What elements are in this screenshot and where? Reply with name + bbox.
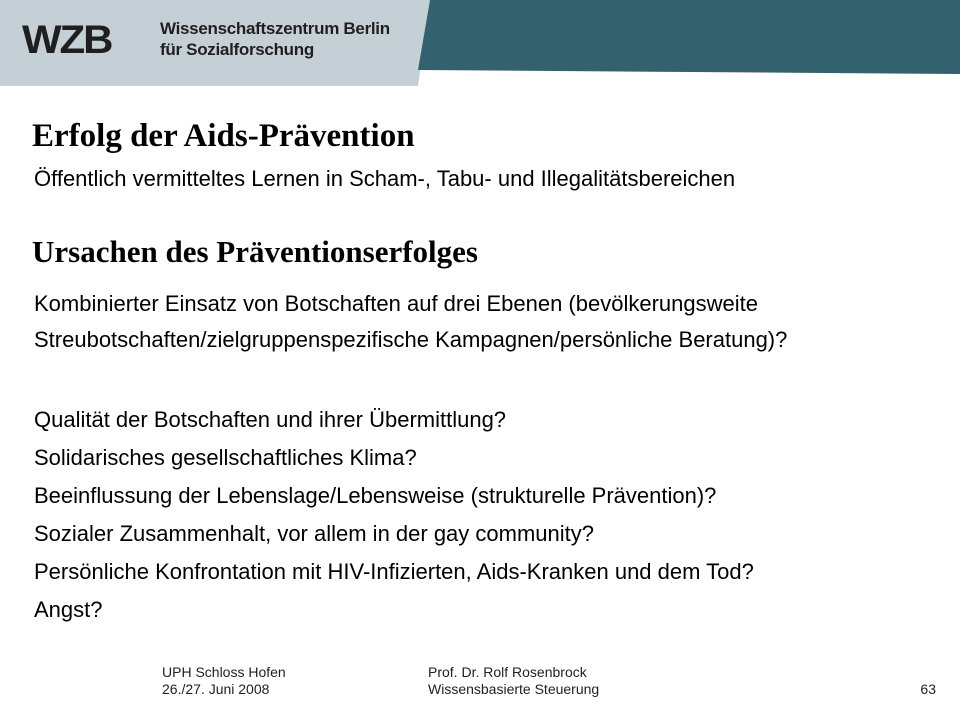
list-item: Solidarisches gesellschaftliches Klima? <box>34 445 417 470</box>
footer-date: 26./27. Juni 2008 <box>162 681 270 697</box>
slide-subtitle: Öffentlich vermitteltes Lernen in Scham-, Tabu- und Illegalitätsbereichen <box>34 166 736 191</box>
header-banner <box>0 0 960 86</box>
footer-author-topic <box>428 664 599 698</box>
list-item: Beeinflussung der Lebenslage/Lebensweise (strukturelle Prävention)? <box>34 483 717 508</box>
footer-author: Prof. Dr. Rolf Rosenbrock <box>428 664 587 680</box>
wzb-logo: WZB <box>22 18 112 62</box>
section-paragraph: Kombinierter Einsatz von Botschaften auf drei Ebenen (bevölkerungsweite Streubotschaften/zielgruppenspezifische Kampagnen/persönliche Beratung)? <box>34 291 788 352</box>
list-item: Qualität der Botschaften und ihrer Übermittlung? <box>34 407 507 432</box>
footer-venue: UPH Schloss Hofen <box>162 664 286 680</box>
organization-name-line1: Wissenschaftszentrum Berlin <box>160 19 390 38</box>
organization-name-line2: für Sozialforschung <box>160 40 314 59</box>
organization-name <box>160 18 390 60</box>
cause-list <box>34 402 754 630</box>
header-background <box>0 0 960 86</box>
list-item: Angst? <box>34 597 103 622</box>
section-heading: Ursachen des Präventionserfolges <box>32 234 478 269</box>
list-item: Sozialer Zusammenhalt, vor allem in der gay community? <box>34 521 595 546</box>
page-number: 63 <box>920 681 936 697</box>
footer-venue-date <box>162 664 286 698</box>
slide-title: Erfolg der Aids-Prävention <box>32 118 415 154</box>
list-item: Persönliche Konfrontation mit HIV-Infizierten, Aids-Kranken und dem Tod? <box>34 559 754 584</box>
footer-topic: Wissensbasierte Steuerung <box>428 681 600 697</box>
